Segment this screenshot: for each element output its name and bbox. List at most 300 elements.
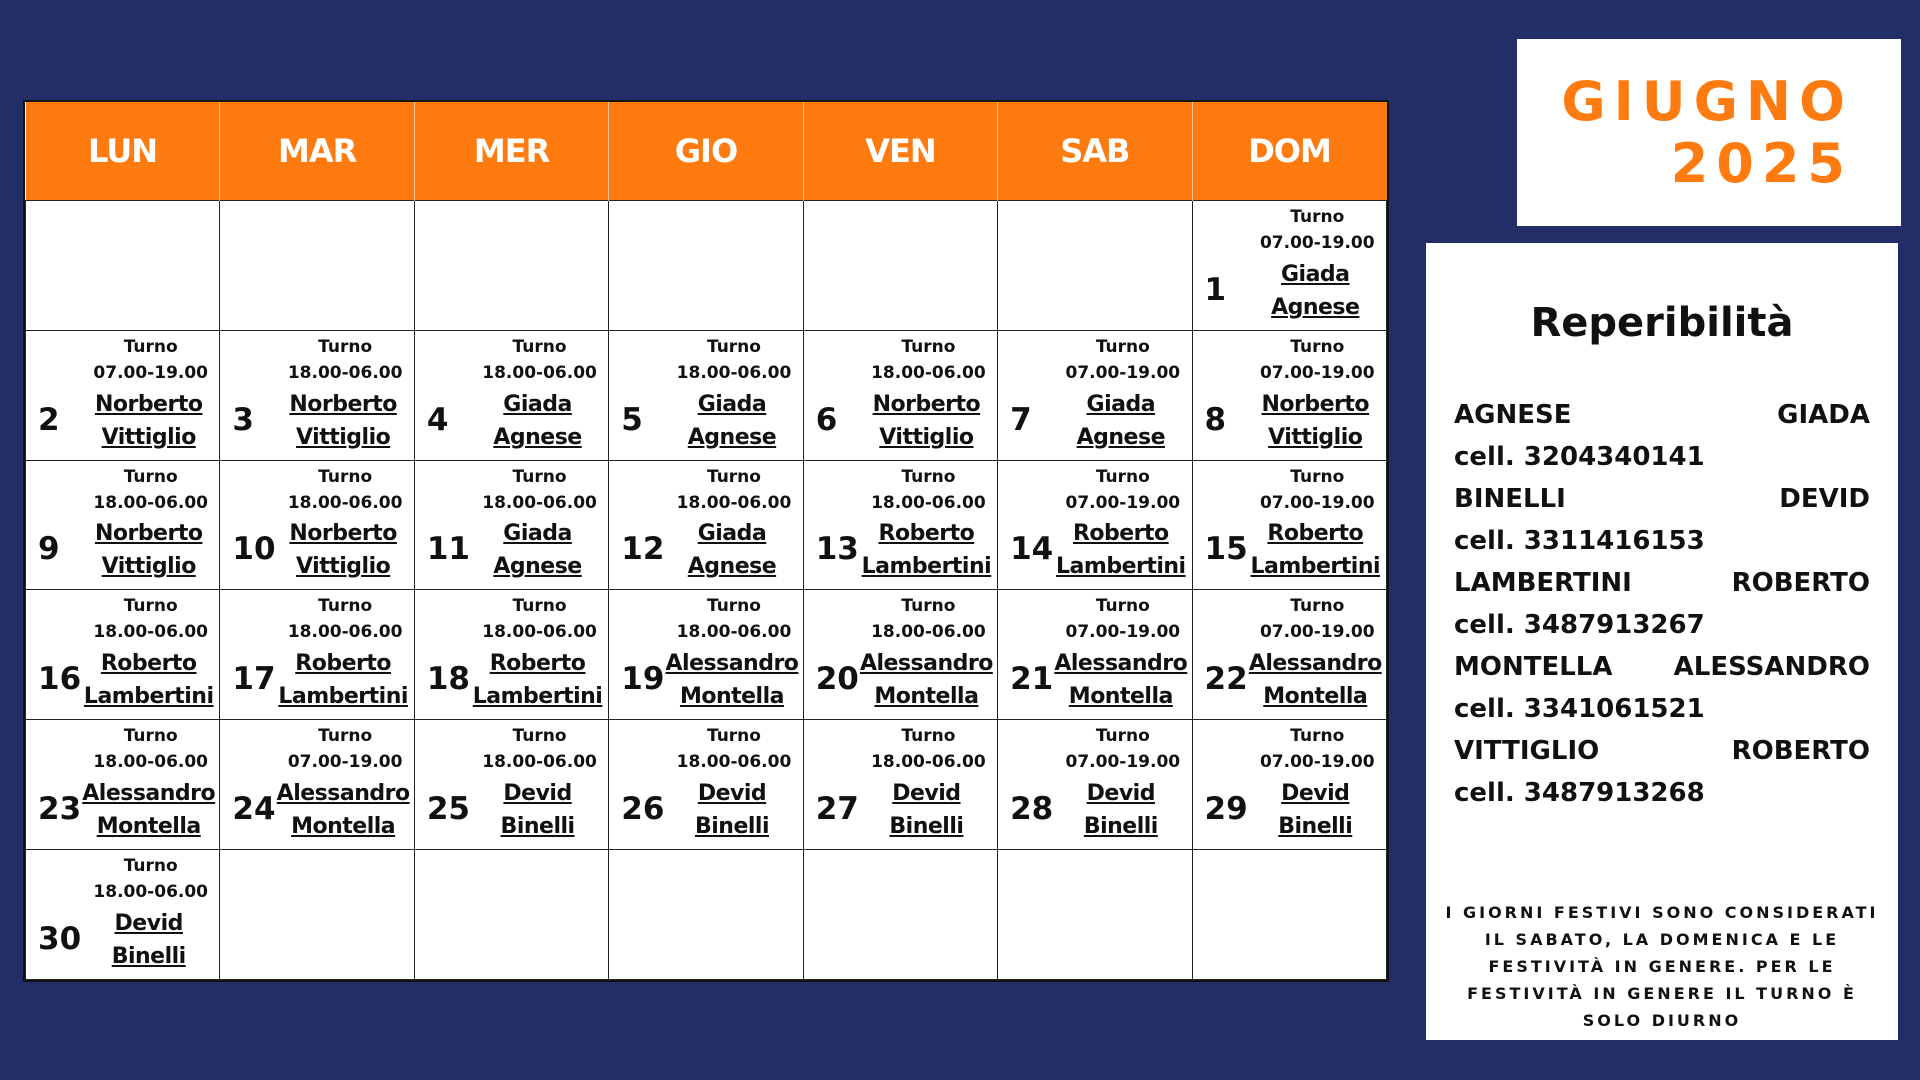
day-number: 27 <box>815 791 859 828</box>
shift-hours: 18.00-06.00 <box>93 882 209 903</box>
calendar-week-row <box>26 201 1387 331</box>
day-number: 30 <box>38 921 82 957</box>
shift-info <box>804 334 997 386</box>
shift-hours: 18.00-06.00 <box>93 752 209 773</box>
weekday-header-lun: LUN <box>26 102 220 201</box>
on-call-person <box>1050 517 1191 583</box>
day-cell-2 <box>26 330 220 460</box>
calendar-week-row <box>26 590 1387 720</box>
empty-day-cell <box>609 850 803 980</box>
shift-info <box>998 464 1191 516</box>
person-last-name: Agnese <box>1271 294 1360 320</box>
weekday-header-mer: MER <box>414 102 608 201</box>
shift-label: Turno <box>706 466 761 487</box>
shift-hours: 07.00-19.00 <box>1259 362 1375 383</box>
shift-label: Turno <box>1095 466 1150 487</box>
shift-label: Turno <box>1290 336 1345 357</box>
person-last-name: Binelli <box>694 814 769 840</box>
on-call-person <box>661 647 802 713</box>
shift-label: Turno <box>706 596 761 617</box>
shift-label: Turno <box>318 336 373 357</box>
shift-info <box>1193 464 1386 516</box>
weekday-header-sab: SAB <box>998 102 1192 201</box>
empty-day-cell <box>26 201 220 331</box>
person-first-name: Giada <box>1086 391 1156 417</box>
on-call-person <box>467 647 608 713</box>
contact-surname: VITTIGLIO <box>1454 736 1600 766</box>
shift-label: Turno <box>706 336 761 357</box>
day-cell-content <box>609 720 802 849</box>
person-last-name: Vittiglio <box>101 424 196 450</box>
empty-day-cell <box>1192 850 1386 980</box>
on-call-person <box>856 647 997 713</box>
day-number: 14 <box>1010 531 1054 568</box>
calendar-week-row <box>26 460 1387 590</box>
shift-info <box>415 464 608 516</box>
shift-info <box>26 334 219 386</box>
person-last-name: Lambertini <box>472 684 603 710</box>
shift-label: Turno <box>1290 207 1345 227</box>
person-last-name: Lambertini <box>1056 554 1186 580</box>
shift-label: Turno <box>318 466 373 487</box>
day-cell-content <box>609 331 802 460</box>
shift-hours: 18.00-06.00 <box>871 622 986 643</box>
person-last-name: Vittiglio <box>296 424 391 450</box>
day-cell-13 <box>803 460 997 590</box>
shift-hours: 18.00-06.00 <box>871 492 986 513</box>
shift-hours: 18.00-06.00 <box>482 362 597 383</box>
day-cell-27 <box>803 720 997 850</box>
person-first-name: Norberto <box>94 391 203 417</box>
day-number: 4 <box>426 401 449 438</box>
shift-hours: 18.00-06.00 <box>482 492 597 513</box>
on-call-person <box>856 388 997 454</box>
calendar-body <box>26 201 1387 980</box>
person-first-name: Alessandro <box>1248 651 1382 677</box>
day-cell-content <box>609 461 802 590</box>
person-first-name: Norberto <box>289 521 397 547</box>
contact-name-row <box>1454 730 1870 772</box>
shift-hours: 07.00-19.00 <box>1065 752 1181 773</box>
empty-day-cell <box>220 201 414 331</box>
day-number: 7 <box>1010 401 1032 438</box>
day-cell-21 <box>998 590 1192 720</box>
shift-label: Turno <box>1290 466 1345 487</box>
person-first-name: Devid <box>1086 781 1155 807</box>
contact-name-row <box>1454 478 1870 520</box>
shift-label: Turno <box>123 466 178 487</box>
shift-info <box>415 723 608 775</box>
contact-phone: cell. 3341061521 <box>1454 694 1705 724</box>
shift-label: Turno <box>1095 336 1150 357</box>
person-last-name: Agnese <box>493 554 582 580</box>
contact-name-row <box>1454 646 1870 688</box>
day-number: 26 <box>621 791 665 828</box>
on-call-person <box>467 517 608 583</box>
empty-day-cell <box>998 201 1192 331</box>
on-call-person <box>1050 777 1191 843</box>
shift-info <box>1193 204 1386 256</box>
on-call-person <box>1245 258 1386 324</box>
shift-label: Turno <box>901 726 956 747</box>
contact-name-row <box>1454 394 1870 436</box>
on-call-person <box>272 517 413 583</box>
person-first-name: Roberto <box>100 651 197 677</box>
contact-first-name: ALESSANDRO <box>1673 652 1870 682</box>
shift-hours: 18.00-06.00 <box>482 622 597 643</box>
on-call-person <box>78 517 219 583</box>
contact-surname: BINELLI <box>1454 484 1566 514</box>
on-call-person <box>1050 388 1191 454</box>
person-first-name: Giada <box>697 521 767 547</box>
contact-first-name: DEVID <box>1779 484 1870 514</box>
day-cell-content <box>1193 461 1386 590</box>
day-cell-content <box>26 590 219 719</box>
empty-day-cell <box>414 201 608 331</box>
contact-phone: cell. 3487913267 <box>1454 610 1705 640</box>
on-call-person <box>1245 388 1386 454</box>
person-last-name: Agnese <box>1076 424 1165 450</box>
person-last-name: Montella <box>1263 684 1368 710</box>
shift-info <box>609 593 802 645</box>
day-cell-14 <box>998 460 1192 590</box>
day-cell-content <box>26 850 219 979</box>
person-last-name: Vittiglio <box>879 424 974 450</box>
day-cell-25 <box>414 720 608 850</box>
day-number: 22 <box>1204 661 1248 698</box>
day-cell-3 <box>220 330 414 460</box>
day-cell-10 <box>220 460 414 590</box>
shift-info <box>1193 723 1386 775</box>
person-first-name: Alessandro <box>665 651 799 677</box>
shift-info <box>26 593 219 645</box>
shift-label: Turno <box>1290 726 1345 747</box>
weekday-header-gio: GIO <box>609 102 803 201</box>
day-cell-7 <box>998 330 1192 460</box>
person-first-name: Devid <box>1281 781 1350 807</box>
day-number: 2 <box>38 401 60 438</box>
calendar-table <box>25 102 1387 980</box>
shift-label: Turno <box>318 596 373 617</box>
day-cell-content <box>220 720 413 849</box>
month-title: GIUGNO <box>1561 69 1853 133</box>
contact-first-name: ROBERTO <box>1731 568 1870 598</box>
shift-hours: 18.00-06.00 <box>676 752 792 773</box>
on-call-person <box>661 388 802 454</box>
empty-day-cell <box>609 201 803 331</box>
day-cell-5 <box>609 330 803 460</box>
contact-surname: LAMBERTINI <box>1454 568 1632 598</box>
shift-info <box>26 464 219 516</box>
empty-day-cell <box>803 850 997 980</box>
shift-info <box>1193 334 1386 386</box>
day-cell-content <box>220 590 413 719</box>
person-first-name: Alessandro <box>859 651 993 677</box>
day-cell-content <box>1193 331 1386 460</box>
day-cell-18 <box>414 590 608 720</box>
shift-info <box>998 334 1191 386</box>
person-last-name: Montella <box>679 684 784 710</box>
person-first-name: Norberto <box>94 521 203 547</box>
person-last-name: Lambertini <box>278 684 408 710</box>
day-cell-content <box>415 720 608 849</box>
person-last-name: Vittiglio <box>1268 424 1363 450</box>
weekday-header-ven: VEN <box>803 102 997 201</box>
shift-info <box>415 593 608 645</box>
shift-hours: 07.00-19.00 <box>287 752 403 773</box>
contact-phone: cell. 3311416153 <box>1454 526 1705 556</box>
day-cell-20 <box>803 590 997 720</box>
day-number: 11 <box>426 531 470 568</box>
day-cell-content <box>998 720 1191 849</box>
contact-first-name: ROBERTO <box>1731 736 1870 766</box>
shift-hours: 07.00-19.00 <box>93 362 209 383</box>
shift-label: Turno <box>1290 596 1345 617</box>
empty-day-cell <box>414 850 608 980</box>
shift-hours: 07.00-19.00 <box>1065 362 1181 383</box>
shift-hours: 18.00-06.00 <box>676 622 792 643</box>
person-first-name: Norberto <box>289 391 397 417</box>
shift-info <box>220 723 413 775</box>
day-cell-content <box>804 461 997 590</box>
day-cell-30 <box>26 850 220 980</box>
person-first-name: Roberto <box>1072 521 1169 547</box>
shift-label: Turno <box>123 856 178 877</box>
shift-label: Turno <box>1095 726 1150 747</box>
contact-list <box>1454 394 1870 814</box>
day-cell-17 <box>220 590 414 720</box>
day-cell-content <box>804 590 997 719</box>
shift-hours: 18.00-06.00 <box>93 492 209 513</box>
calendar-week-row <box>26 850 1387 980</box>
person-first-name: Roberto <box>1267 521 1364 547</box>
day-cell-content <box>220 331 413 460</box>
day-cell-content <box>26 331 219 460</box>
day-cell-28 <box>998 720 1192 850</box>
person-first-name: Devid <box>892 781 961 807</box>
shift-hours: 07.00-19.00 <box>1259 622 1375 643</box>
shift-hours: 07.00-19.00 <box>1259 233 1375 253</box>
day-number: 12 <box>621 531 665 568</box>
on-call-person <box>272 777 413 843</box>
person-last-name: Binelli <box>1278 814 1353 840</box>
person-last-name: Agnese <box>687 554 777 580</box>
weekday-header-row <box>26 102 1387 201</box>
day-cell-content <box>26 720 219 849</box>
day-cell-content <box>1193 720 1386 849</box>
shift-hours: 18.00-06.00 <box>93 622 209 643</box>
empty-day-cell <box>220 850 414 980</box>
day-cell-content <box>415 590 608 719</box>
shift-info <box>998 593 1191 645</box>
day-cell-content <box>609 590 802 719</box>
shift-info <box>220 593 413 645</box>
day-cell-16 <box>26 590 220 720</box>
day-number: 17 <box>232 661 276 698</box>
person-last-name: Vittiglio <box>296 554 391 580</box>
empty-day-cell <box>998 850 1192 980</box>
day-number: 20 <box>815 661 859 698</box>
shift-hours: 18.00-06.00 <box>482 752 597 773</box>
day-cell-content <box>998 461 1191 590</box>
on-call-person <box>661 517 802 583</box>
on-call-person <box>272 388 413 454</box>
day-cell-15 <box>1192 460 1386 590</box>
day-number: 3 <box>232 401 254 438</box>
day-number: 10 <box>232 531 276 568</box>
shift-info <box>220 334 413 386</box>
day-cell-content <box>220 461 413 590</box>
on-call-person <box>1245 517 1386 583</box>
shift-info <box>1193 593 1386 645</box>
shift-label: Turno <box>512 596 567 617</box>
person-first-name: Norberto <box>872 391 981 417</box>
shift-label: Turno <box>318 726 373 747</box>
day-number: 6 <box>815 401 838 438</box>
day-cell-9 <box>26 460 220 590</box>
person-last-name: Vittiglio <box>101 554 196 580</box>
empty-day-cell <box>803 201 997 331</box>
shift-label: Turno <box>901 466 956 487</box>
shift-label: Turno <box>512 466 567 487</box>
day-number: 18 <box>426 661 470 698</box>
calendar-week-row <box>26 720 1387 850</box>
day-number: 25 <box>426 791 470 828</box>
month-title-box <box>1517 39 1901 226</box>
person-first-name: Devid <box>697 781 767 807</box>
day-cell-19 <box>609 590 803 720</box>
day-cell-4 <box>414 330 608 460</box>
day-cell-11 <box>414 460 608 590</box>
shift-label: Turno <box>901 596 956 617</box>
day-cell-content <box>998 590 1191 719</box>
on-call-person <box>467 777 608 843</box>
person-first-name: Roberto <box>878 521 975 547</box>
shift-hours: 18.00-06.00 <box>287 622 403 643</box>
person-first-name: Norberto <box>1261 391 1370 417</box>
day-number: 29 <box>1204 791 1248 828</box>
reperibilita-panel <box>1426 243 1898 1040</box>
on-call-person <box>78 777 219 843</box>
person-last-name: Lambertini <box>861 554 992 580</box>
person-first-name: Roberto <box>295 651 391 677</box>
shift-label: Turno <box>123 726 178 747</box>
shift-label: Turno <box>512 336 567 357</box>
day-number: 1 <box>1204 271 1227 308</box>
day-cell-content <box>1193 590 1386 719</box>
on-call-person <box>1245 647 1386 713</box>
day-number: 16 <box>38 661 82 698</box>
day-number: 13 <box>815 531 859 568</box>
person-last-name: Binelli <box>111 944 186 969</box>
day-cell-content <box>804 331 997 460</box>
person-last-name: Montella <box>874 684 979 710</box>
shift-info <box>609 723 802 775</box>
day-cell-22 <box>1192 590 1386 720</box>
day-cell-content <box>26 461 219 590</box>
shift-hours: 07.00-19.00 <box>1065 492 1181 513</box>
weekday-header-mar: MAR <box>220 102 414 201</box>
shift-info <box>609 464 802 516</box>
year-title: 2025 <box>1670 131 1853 195</box>
on-call-person <box>856 777 997 843</box>
on-call-person <box>856 517 997 583</box>
day-cell-content <box>415 331 608 460</box>
on-call-person <box>467 388 608 454</box>
person-last-name: Lambertini <box>83 684 214 710</box>
shift-hours: 18.00-06.00 <box>676 362 792 383</box>
shift-label: Turno <box>1095 596 1150 617</box>
day-number: 19 <box>621 661 665 698</box>
day-number: 5 <box>621 401 643 438</box>
day-cell-1 <box>1192 201 1386 331</box>
shift-hours: 07.00-19.00 <box>1259 492 1375 513</box>
person-last-name: Montella <box>96 814 201 840</box>
person-last-name: Agnese <box>493 424 582 450</box>
weekday-header-dom: DOM <box>1192 102 1386 201</box>
shift-label: Turno <box>901 336 956 357</box>
shift-label: Turno <box>512 726 567 747</box>
day-number: 9 <box>38 531 60 568</box>
shift-label: Turno <box>123 336 178 357</box>
shift-info <box>804 593 997 645</box>
day-cell-content <box>804 720 997 849</box>
person-last-name: Agnese <box>687 424 777 450</box>
day-cell-29 <box>1192 720 1386 850</box>
person-last-name: Binelli <box>889 814 964 840</box>
person-first-name: Giada <box>1280 261 1350 287</box>
on-call-person <box>272 647 413 713</box>
shift-hours: 07.00-19.00 <box>1065 622 1181 643</box>
contact-surname: AGNESE <box>1454 400 1572 430</box>
person-first-name: Devid <box>114 911 183 936</box>
contact-surname: MONTELLA <box>1454 652 1613 682</box>
shift-info <box>220 464 413 516</box>
day-cell-content <box>1193 201 1386 330</box>
person-first-name: Alessandro <box>276 781 410 807</box>
shift-info <box>415 334 608 386</box>
contact-name-row <box>1454 562 1870 604</box>
day-cell-12 <box>609 460 803 590</box>
day-number: 28 <box>1010 791 1054 828</box>
day-number: 8 <box>1204 401 1227 438</box>
day-cell-6 <box>803 330 997 460</box>
person-first-name: Giada <box>503 391 572 417</box>
holiday-note: I GIORNI FESTIVI SONO CONSIDERATI IL SABATO, LA DOMENICA E LE FESTIVITÀ IN GENERE. PER LE FESTIVITÀ IN GENERE IL TURNO È SOLO DIURNO <box>1445 903 1879 1030</box>
person-last-name: Binelli <box>1083 814 1158 840</box>
contact-phone: cell. 3204340141 <box>1454 442 1705 472</box>
on-call-person <box>78 647 219 713</box>
day-number: 24 <box>232 791 276 828</box>
on-call-person <box>78 388 219 454</box>
on-call-person <box>661 777 802 843</box>
shift-hours: 18.00-06.00 <box>676 492 792 513</box>
on-call-person <box>1245 777 1386 843</box>
contact-first-name: GIADA <box>1777 400 1870 430</box>
on-call-person <box>78 907 219 973</box>
person-first-name: Alessandro <box>82 781 216 807</box>
person-first-name: Devid <box>503 781 572 807</box>
shift-hours: 18.00-06.00 <box>871 752 986 773</box>
shift-hours: 07.00-19.00 <box>1259 752 1375 773</box>
contact-phone: cell. 3487913268 <box>1454 778 1705 808</box>
shift-label: Turno <box>123 596 178 617</box>
shift-hours: 18.00-06.00 <box>287 362 403 383</box>
calendar-week-row <box>26 330 1387 460</box>
person-last-name: Montella <box>1068 684 1173 710</box>
person-last-name: Lambertini <box>1250 554 1381 580</box>
day-number: 23 <box>38 791 82 828</box>
